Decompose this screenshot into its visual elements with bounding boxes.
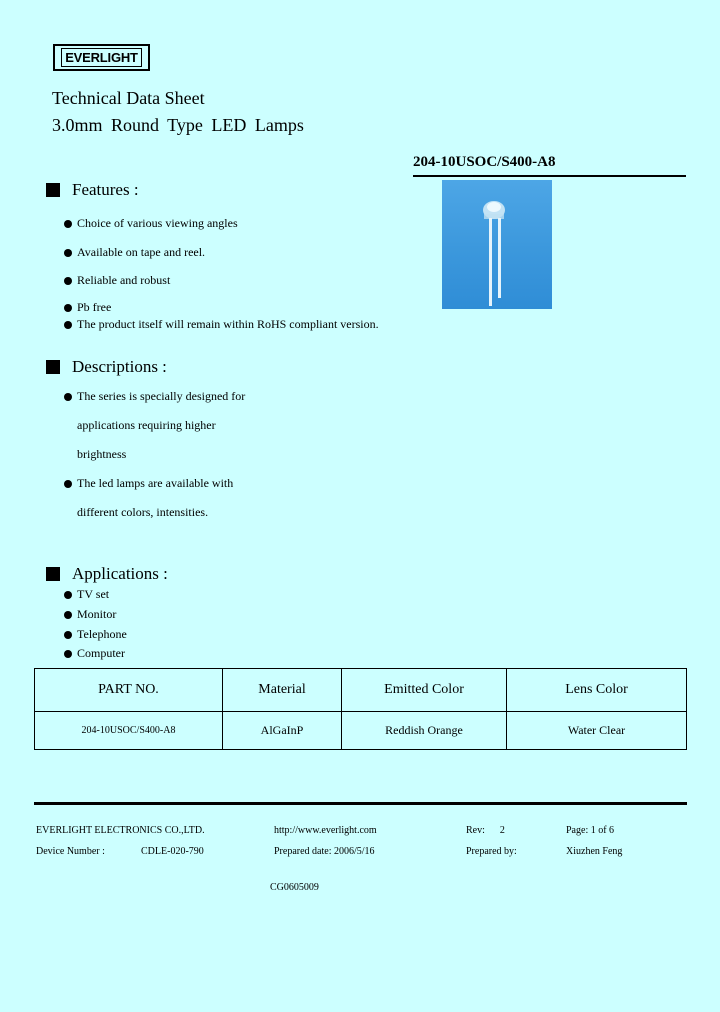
list-item: The series is specially designed for — [64, 389, 245, 404]
table-cell: AlGaInP — [223, 712, 342, 750]
footer-prepared-by: Xiuzhen Feng — [566, 846, 623, 857]
footer-company: EVERLIGHT ELECTRONICS CO.,LTD. — [36, 825, 205, 836]
applications-heading: Applications : — [46, 564, 168, 584]
description-line: applications requiring higher — [77, 418, 216, 432]
table-header: Material — [223, 669, 342, 712]
footer-url: http://www.everlight.com — [274, 825, 377, 836]
list-item: Computer — [64, 646, 125, 661]
table-cell: 204-10USOC/S400-A8 — [35, 712, 223, 750]
document-title: Technical Data Sheet — [52, 88, 205, 108]
square-bullet-icon — [46, 360, 60, 374]
list-item: Pb free — [64, 300, 111, 315]
square-bullet-icon — [46, 183, 60, 197]
bullet-icon — [64, 611, 72, 619]
list-item: The led lamps are available with — [64, 476, 233, 491]
list-item: TV set — [64, 587, 109, 602]
table-header-row — [35, 669, 687, 712]
table-row — [35, 712, 687, 750]
document-subtitle: 3.0mm Round Type LED Lamps — [52, 115, 304, 135]
header-divider — [413, 175, 686, 177]
table-header: Lens Color — [507, 669, 687, 712]
table-header: PART NO. — [35, 669, 223, 712]
bullet-icon — [64, 480, 72, 488]
description-line: different colors, intensities. — [77, 505, 209, 519]
footer-device-label: Device Number : — [36, 846, 105, 857]
features-heading: Features : — [46, 180, 139, 200]
spec-table — [34, 668, 687, 750]
everlight-logo — [53, 44, 150, 71]
part-number-heading: 204-10USOC/S400-A8 — [413, 154, 556, 170]
table-cell: Water Clear — [507, 712, 687, 750]
bullet-icon — [64, 393, 72, 401]
list-item: Telephone — [64, 627, 127, 642]
list-item: Reliable and robust — [64, 273, 170, 288]
footer-divider — [34, 802, 687, 805]
footer-doc-code: CG0605009 — [270, 882, 319, 893]
footer-prepared-by-label: Prepared by: — [466, 846, 517, 857]
bullet-icon — [64, 631, 72, 639]
list-item: The product itself will remain within RoHS compliant version. — [64, 317, 379, 332]
square-bullet-icon — [46, 567, 60, 581]
bullet-icon — [64, 650, 72, 658]
logo-text: EVERLIGHT — [61, 48, 142, 67]
descriptions-heading: Descriptions : — [46, 357, 167, 377]
bullet-icon — [64, 249, 72, 257]
footer-page: Page: 1 of 6 — [566, 825, 615, 836]
bullet-icon — [64, 304, 72, 312]
list-item: Monitor — [64, 607, 116, 622]
bullet-icon — [64, 220, 72, 228]
footer-prepared-date: Prepared date: 2006/5/16 — [274, 846, 375, 857]
led-product-photo — [442, 180, 552, 309]
bullet-icon — [64, 277, 72, 285]
table-header: Emitted Color — [342, 669, 507, 712]
footer-device-number: CDLE-020-790 — [141, 846, 204, 857]
footer-rev: Rev: 2 — [466, 825, 505, 836]
table-cell: Reddish Orange — [342, 712, 507, 750]
list-item: Choice of various viewing angles — [64, 216, 238, 231]
list-item: Available on tape and reel. — [64, 245, 205, 260]
bullet-icon — [64, 591, 72, 599]
bullet-icon — [64, 321, 72, 329]
description-line: brightness — [77, 447, 127, 461]
